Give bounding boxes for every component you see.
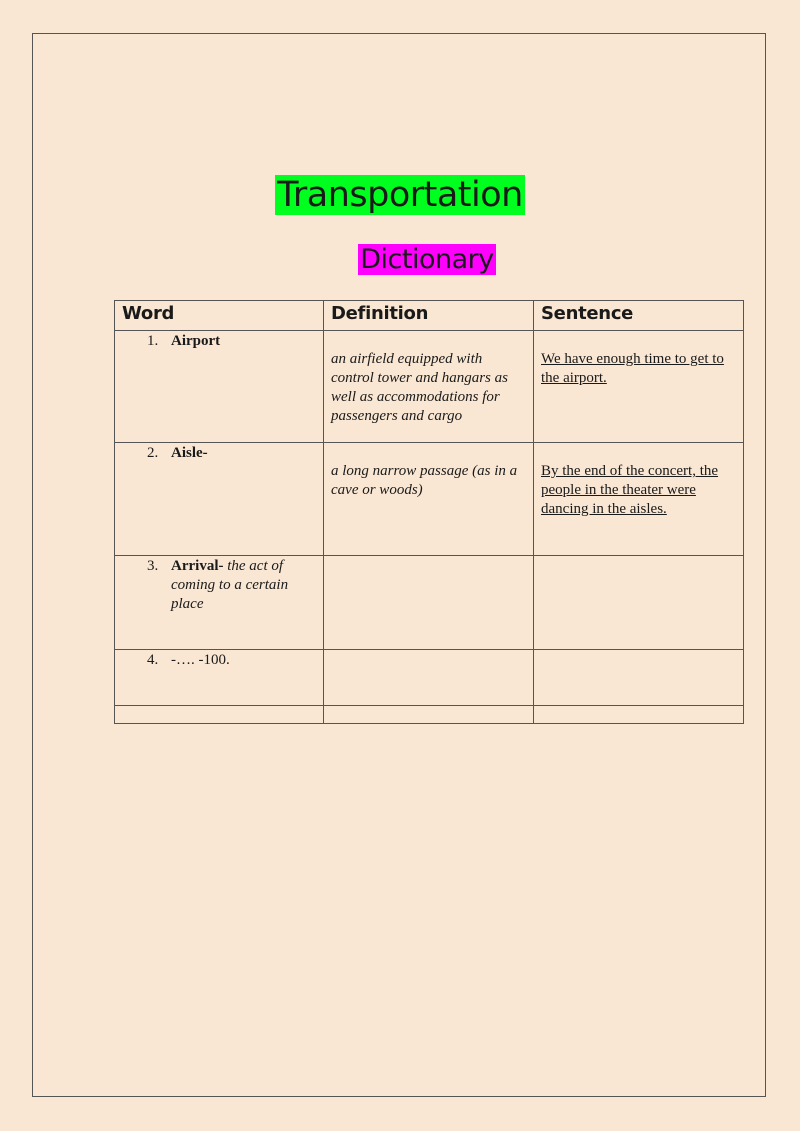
word-cell [115, 650, 324, 706]
word-text [171, 332, 315, 351]
table-row [115, 331, 744, 443]
sentence-cell [534, 650, 744, 706]
row-number: 4. [147, 652, 159, 668]
row-number: 2. [147, 445, 159, 461]
empty-cell [115, 706, 324, 724]
word-cell [115, 331, 324, 443]
sentence-cell: By the end of the concert, the people in the theater were dancing in the aisles. [534, 443, 744, 556]
word-cell [115, 443, 324, 556]
word-text [171, 557, 315, 614]
word-inline-definition: -…. -100. [171, 652, 230, 668]
empty-cell [324, 706, 534, 724]
header-sentence: Sentence [534, 301, 744, 331]
definition-cell [324, 650, 534, 706]
sentence-cell: We have enough time to get to the airport. [534, 331, 744, 443]
dictionary-table [114, 300, 744, 724]
header-definition: Definition [324, 301, 534, 331]
table-row [115, 706, 744, 724]
page-title [0, 172, 800, 218]
definition-cell: an airfield equipped with control tower and hangars as well as accommodations for passengers and cargo [324, 331, 534, 443]
word-text [171, 651, 315, 670]
word-term: Airport [171, 333, 221, 349]
table-row [115, 443, 744, 556]
word-term: Arrival- [171, 558, 224, 574]
empty-cell [534, 706, 744, 724]
page-subtitle [0, 240, 800, 280]
subtitle-text: Dictionary [360, 244, 494, 275]
word-inline-definition: the act of coming to a certain place [171, 558, 289, 612]
header-word: Word [115, 301, 324, 331]
row-number: 3. [147, 558, 159, 574]
word-cell [115, 556, 324, 650]
table-row [115, 650, 744, 706]
sentence-cell [534, 556, 744, 650]
word-term: Aisle- [171, 445, 208, 461]
definition-cell: a long narrow passage (as in a cave or woods) [324, 443, 534, 556]
row-number: 1. [147, 333, 159, 349]
word-text [171, 444, 315, 463]
table-row [115, 556, 744, 650]
definition-cell [324, 556, 534, 650]
table-header-row [115, 301, 744, 331]
title-text: Transportation [277, 175, 523, 215]
